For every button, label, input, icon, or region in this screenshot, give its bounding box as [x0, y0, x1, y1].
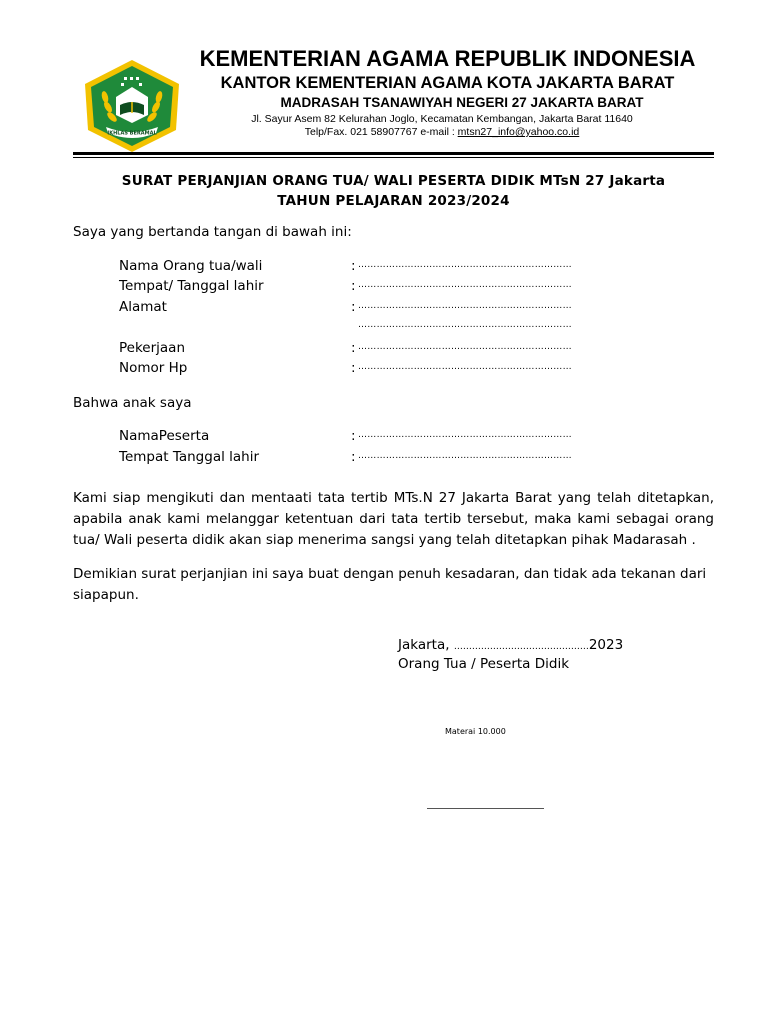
- intro-text: Saya yang bertanda tangan di bawah ini:: [73, 224, 352, 240]
- field-colon: :: [351, 299, 356, 315]
- ministry-logo: [78, 57, 186, 155]
- document-subtitle: TAHUN PELAJARAN 2023/2024: [277, 193, 510, 209]
- field-blank: ……………………………………………………………: [358, 260, 572, 270]
- field-blank: ……………………………………………………………: [358, 301, 572, 311]
- school-contact: [212, 126, 672, 138]
- field-blank-continued: ……………………………………………………………: [358, 320, 572, 330]
- school-name: MADRASAH TSANAWIYAH NEGERI 27 JAKARTA BARAT: [280, 95, 644, 110]
- field-blank: ……………………………………………………………: [358, 430, 572, 440]
- closing-paragraph: Demikian surat perjanjian ini saya buat dengan penuh kesadaran, dan tidak ada tekanan dari siapapun.: [73, 566, 707, 603]
- agreement-paragraph: Kami siap mengikuti dan mentaati tata tertib MTs.N 27 Jakarta Barat yang telah ditetapkan, apabila anak kami melanggar ketentuan dari tata tertib tersebut, maka kami sebagai orang tua/ Wali peserta didik akan siap menerima sangsi yang telah ditetapkan pihak Madarasah .: [73, 490, 714, 548]
- place-date-line: [398, 637, 623, 653]
- field-blank: ……………………………………………………………: [358, 280, 572, 290]
- field-blank: ……………………………………………………………: [358, 451, 572, 461]
- field-colon: :: [351, 449, 356, 465]
- date-blank: ………………………………………: [453, 642, 589, 652]
- field-colon: :: [351, 278, 356, 294]
- field-label: Alamat: [119, 299, 167, 315]
- field-colon: :: [351, 258, 356, 274]
- header-rule-thin: [73, 157, 714, 158]
- school-address: Jl. Sayur Asem 82 Kelurahan Joglo, Kecamatan Kembangan, Jakarta Barat 11640: [251, 113, 633, 125]
- header-rule-thick: [73, 152, 714, 155]
- field-label: Tempat/ Tanggal lahir: [119, 278, 264, 294]
- svg-text:IKHLAS BERAMAL: IKHLAS BERAMAL: [107, 130, 157, 137]
- child-intro-text: Bahwa anak saya: [73, 395, 192, 411]
- signer-label: Orang Tua / Peserta Didik: [398, 656, 570, 672]
- field-label: Nomor Hp: [119, 360, 188, 376]
- field-blank: ……………………………………………………………: [358, 362, 572, 372]
- ministry-name: KEMENTERIAN AGAMA REPUBLIK INDONESIA: [199, 46, 696, 71]
- field-colon: :: [351, 360, 356, 376]
- field-label: Pekerjaan: [119, 340, 186, 356]
- field-label: Nama Orang tua/wali: [119, 258, 263, 274]
- office-name: KANTOR KEMENTERIAN AGAMA KOTA JAKARTA BARAT: [220, 74, 675, 92]
- field-colon: :: [351, 340, 356, 356]
- email-link[interactable]: mtsn27_info@yahoo.co.id: [457, 126, 580, 138]
- contact-prefix: Telp/Fax. 021 58907767 e-mail :: [304, 126, 458, 138]
- place-name: Jakarta,: [398, 637, 454, 653]
- year-text: 2023: [588, 637, 624, 653]
- field-label: Tempat Tanggal lahir: [119, 449, 260, 465]
- signature-line: [427, 808, 544, 809]
- document-title: SURAT PERJANJIAN ORANG TUA/ WALI PESERTA DIDIK MTsN 27 Jakarta: [121, 173, 666, 189]
- field-label: NamaPeserta: [119, 428, 210, 444]
- field-colon: :: [351, 428, 356, 444]
- field-blank: ……………………………………………………………: [358, 342, 572, 352]
- stamp-note: Materai 10.000: [445, 727, 506, 736]
